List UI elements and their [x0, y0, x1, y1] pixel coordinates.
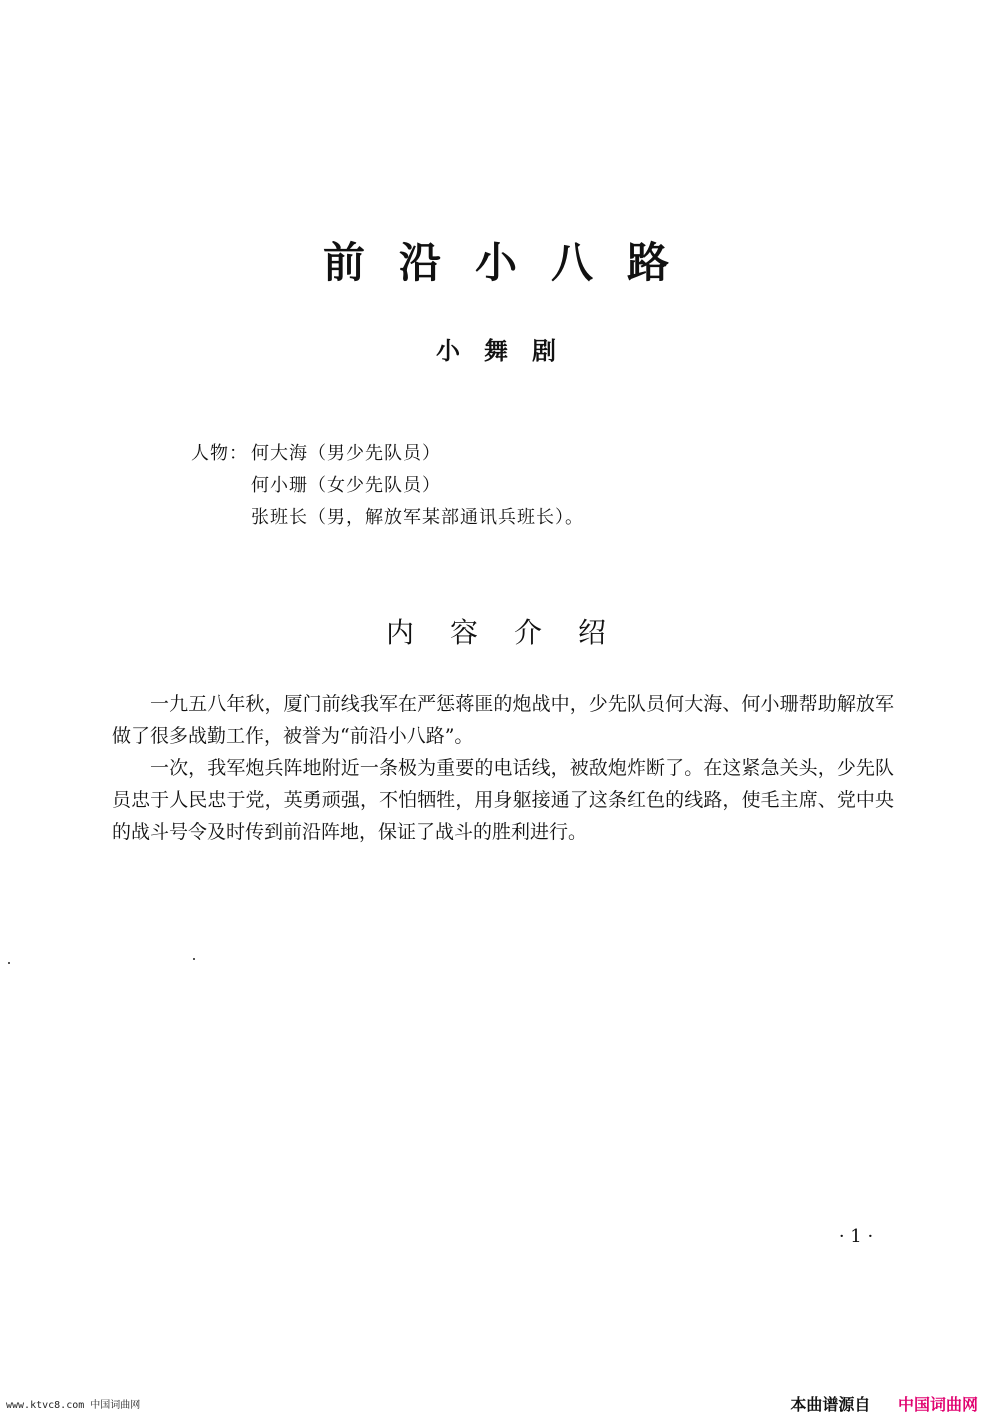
cast-row — [191, 470, 811, 502]
section-heading-introduction: 内容介绍 — [385, 616, 642, 649]
footer-website-watermark: www.ktvc8.com 中国词曲网 — [6, 1400, 141, 1411]
intro-paragraph: 一次，我军炮兵阵地附近一条极为重要的电话线，被敌炮炸断了。在这紧急关头，少先队员忠于人民忠于党，英勇顽强，不怕牺牲，用身躯接通了这条红色的线路，使毛主席、党中央的战斗号令及时传到前沿阵地，保证了战斗的胜利进行。 — [112, 757, 894, 843]
footer-source-label: 本曲谱源自 — [790, 1395, 871, 1414]
cast-label: 人物： — [191, 443, 248, 464]
cast-row — [191, 438, 811, 470]
scan-speck — [8, 962, 10, 964]
footer-source-watermark — [790, 1392, 978, 1415]
page-subtitle: 小舞剧 — [436, 337, 580, 365]
cast-list — [191, 438, 811, 534]
cast-label-spacer — [191, 502, 251, 534]
cast-row — [191, 502, 811, 534]
cast-label-spacer — [191, 470, 251, 502]
cast-entry-he-xiaoshan: 何小珊（女少先队员） — [251, 475, 441, 496]
page-number: · 1 · — [838, 1226, 874, 1247]
cast-entry-squad-leader-zhang: 张班长（男，解放军某部通讯兵班长）。 — [251, 507, 584, 528]
footer-site-name: 中国词曲网 — [897, 1395, 978, 1414]
scan-speck — [193, 958, 195, 960]
cast-entry-he-dahai: 何大海（男少先队员） — [251, 443, 441, 464]
intro-paragraph: 一九五八年秋，厦门前线我军在严惩蒋匪的炮战中，少先队员何大海、何小珊帮助解放军做了很多战勤工作，被誉为“前沿小八路”。 — [112, 693, 894, 747]
page-title: 前沿小八路 — [322, 238, 703, 287]
introduction-text — [112, 688, 894, 848]
